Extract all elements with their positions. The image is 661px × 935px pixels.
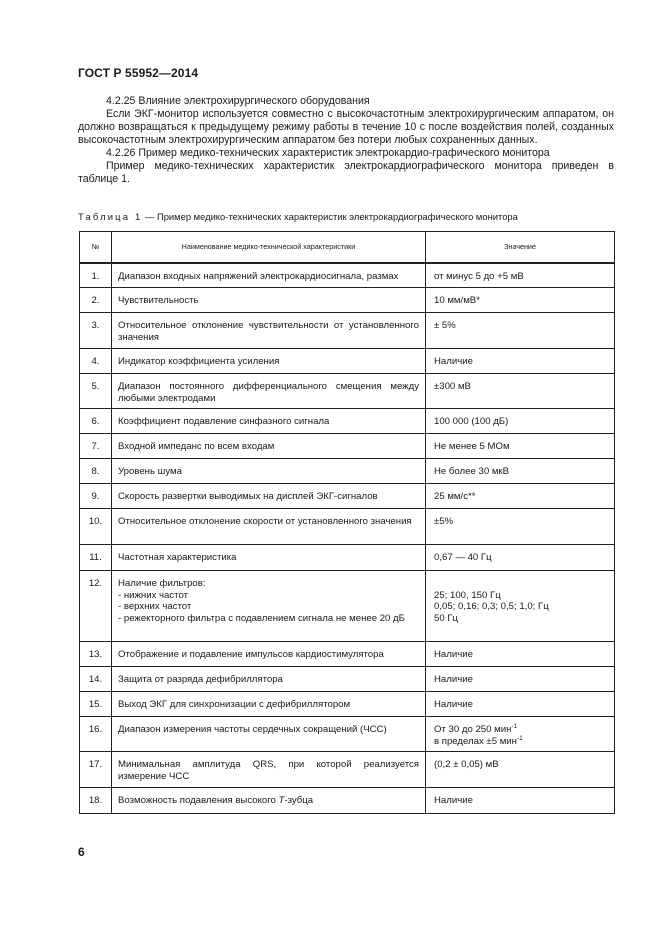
row-value: 0,67 — 40 Гц [426, 545, 615, 571]
row-name: Возможность подавления высокого Т-зубца [112, 788, 426, 814]
table-header-row [80, 232, 615, 263]
section-heading-4-2-26: 4.2.26 Пример медико-технических характеристик электрокардио-графического монитора [106, 147, 550, 159]
row-num: 18. [80, 788, 112, 814]
table-row [80, 692, 615, 717]
row-value: от минус 5 до +5 мВ [426, 263, 615, 288]
row-name: Скорость развертки выводимых на дисплей ЭКГ-сигналов [112, 484, 426, 509]
row-name: Защита от разряда дефибриллятора [112, 667, 426, 692]
table-row [80, 263, 615, 288]
row-name: Относительное отклонение чувствительности от установленного значения [112, 313, 426, 349]
row-num: 10. [80, 509, 112, 545]
table-caption [78, 211, 618, 222]
row-name: Диапазон входных напряжений электрокардиосигнала, размах [112, 263, 426, 288]
row-value-hr [426, 717, 615, 752]
table-row [80, 288, 615, 313]
page-number: 6 [78, 845, 85, 859]
row-value: Не менее 5 МОм [426, 434, 615, 459]
header-name: Наименование медико-технической характеристики [112, 232, 426, 263]
row-value: Наличие [426, 642, 615, 667]
row-value-filters [426, 571, 615, 642]
row-value: Наличие [426, 788, 615, 814]
filter-notch-value: 50 Гц [434, 612, 459, 624]
row-num: 12. [80, 571, 112, 642]
row-name: Уровень шума [112, 459, 426, 484]
filter-notch: - режекторного фильтра с подавлением сигнала не менее 20 дБ [118, 612, 405, 624]
row-name: Выход ЭКГ для синхронизации с дефибриллятором [112, 692, 426, 717]
row-num: 6. [80, 409, 112, 434]
row-name: Чувствительность [112, 288, 426, 313]
row-num: 17. [80, 752, 112, 788]
row-num: 15. [80, 692, 112, 717]
table-row [80, 571, 615, 642]
row-num: 14. [80, 667, 112, 692]
row-value: (0,2 ± 0,05) мВ [426, 752, 615, 788]
row-name: Коэффициент подавление синфазного сигнала [112, 409, 426, 434]
row-name: Минимальная амплитуда QRS, при которой реализуется измерение ЧСС [112, 752, 426, 788]
table-row [80, 313, 615, 349]
table-row [80, 717, 615, 752]
hr-accuracy: в пределах ±5 мин$^{-1}$ [434, 734, 523, 747]
body-text [78, 95, 614, 186]
header-value: Значение [426, 232, 615, 263]
row-num: 9. [80, 484, 112, 509]
section-heading-4-2-25: 4.2.25 Влияние электрохирургического оборудования [106, 95, 370, 107]
table-row [80, 509, 615, 545]
table-row [80, 667, 615, 692]
table-row [80, 752, 615, 788]
row-name: Диапазон измерения частоты сердечных сокращений (ЧСС) [112, 717, 426, 752]
table-row [80, 459, 615, 484]
row-value: Наличие [426, 692, 615, 717]
row-num: 3. [80, 313, 112, 349]
table-row [80, 409, 615, 434]
row-num: 5. [80, 374, 112, 409]
document-header: ГОСТ Р 55952—2014 [78, 66, 199, 80]
table-row [80, 788, 615, 814]
row-value: 25 мм/с** [426, 484, 615, 509]
row-value: Наличие [426, 667, 615, 692]
filters-title: Наличие фильтров: [118, 578, 206, 589]
table-row [80, 484, 615, 509]
table-row [80, 434, 615, 459]
row-num: 4. [80, 349, 112, 374]
row-value: ±5% [426, 509, 615, 545]
row-num: 13. [80, 642, 112, 667]
row-num: 8. [80, 459, 112, 484]
filter-lowpass-value: 25; 100, 150 Гц [434, 589, 501, 601]
table-caption-label: Таблица 1 [78, 211, 143, 222]
filter-highpass-value: 0,05; 0,16; 0,3; 0,5; 1,0; Гц [434, 601, 549, 612]
row-value: ±300 мВ [426, 374, 615, 409]
table-caption-text: — Пример медико-технических характеристик электрокардиографического монитора [142, 211, 518, 222]
row-value: ± 5% [426, 313, 615, 349]
row-name-filters [112, 571, 426, 642]
row-value: 100 000 (100 дБ) [426, 409, 615, 434]
row-value: Не более 30 мкВ [426, 459, 615, 484]
row-name: Частотная характеристика [112, 545, 426, 571]
paragraph-esu-effect: Если ЭКГ-монитор используется совместно с высокочастотным электрохирургическим аппаратом, он должно возвращаться к предыдущему режиму работы в течение 10 с после воздействия полей, созданных высокочастотным электрохирургическим аппаратом без потери любых сохраненных данных. [78, 108, 614, 146]
table-row [80, 642, 615, 667]
filter-lowpass: - нижних частот [118, 589, 188, 601]
table-row [80, 545, 615, 571]
row-num: 2. [80, 288, 112, 313]
row-name: Относительное отклонение скорости от установленного значения [112, 509, 426, 545]
header-num: № [80, 232, 112, 263]
row-value: Наличие [426, 349, 615, 374]
paragraph-example-ref: Пример медико-технических характеристик электрокардиографического монитора приведен в таблице 1. [78, 160, 614, 185]
row-num: 11. [80, 545, 112, 571]
row-name: Диапазон постоянного дифференциального смещения между любыми электродами [112, 374, 426, 409]
row-name: Входной импеданс по всем входам [112, 434, 426, 459]
row-num: 1. [80, 263, 112, 288]
row-num: 7. [80, 434, 112, 459]
spec-table [79, 231, 615, 814]
row-value: 10 мм/мВ* [426, 288, 615, 313]
table-row [80, 349, 615, 374]
row-name: Индикатор коэффициента усиления [112, 349, 426, 374]
table-row [80, 374, 615, 409]
row-name: Отображение и подавление импульсов кардиостимулятора [112, 642, 426, 667]
filter-highpass: - верхних частот [118, 601, 192, 612]
hr-range: От 30 до 250 мин$^{-1}$ [434, 722, 518, 735]
row-num: 16. [80, 717, 112, 752]
